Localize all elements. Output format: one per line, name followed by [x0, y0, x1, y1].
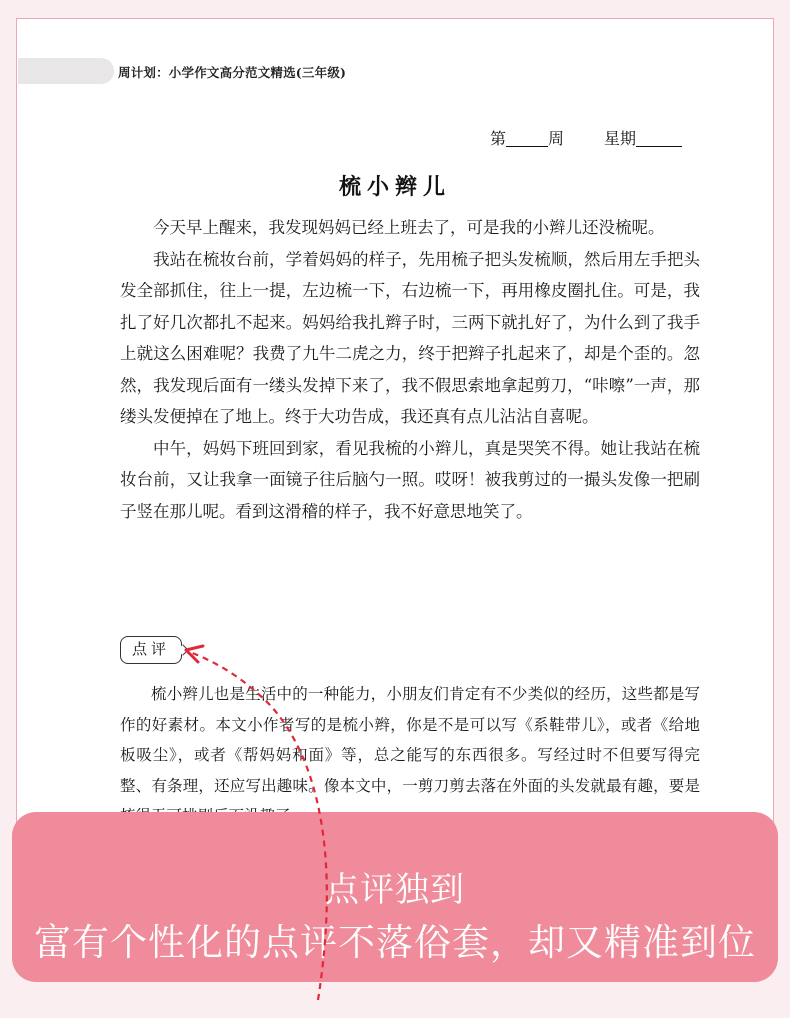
- week-weekday-line: [490, 126, 682, 149]
- comment-paragraph: 梳小辫儿也是生活中的一种能力，小朋友们肯定有不少类似的经历，这些都是写作的好素材。本文小作者写的是梳小辫，你是不是可以写《系鞋带儿》，或者《给地板吸尘》，或者《帮妈妈和面》等，总之能写的东西很多。写经过时不但要写得完整、有条理，还应写出趣味。像本文中，一剪刀剪去落在外面的头发就最有趣，要是: [120, 686, 700, 795]
- comment-tag: 点评: [120, 636, 182, 664]
- week-suffix: 周: [548, 129, 565, 148]
- running-head: 周计划：小学作文高分范文精选(三年级): [118, 65, 347, 80]
- week-blank: [506, 130, 548, 147]
- essay-paragraph: 中午，妈妈下班回到家，看见我梳的小辫儿，真是哭笑不得。她让我站在梳妆台前，又让我拿一面镜子往后脑勺一照。哎呀！被我剪过的一撮头发像一把刷子竖在那儿呢。看到这滑稽的样子，我不好意思地笑了。: [120, 438, 700, 521]
- week-prefix: 第: [490, 129, 507, 148]
- promo-subtitle: 富有个性化的点评不落俗套，却又精准到位: [34, 921, 756, 964]
- header-tab-decoration: [18, 58, 114, 84]
- essay-title: 梳小辫儿: [338, 174, 451, 200]
- weekday-blank: [636, 130, 682, 147]
- comment-body: [120, 680, 700, 833]
- promo-title: 点评独到: [325, 870, 465, 910]
- essay-paragraph: 今天早上醒来，我发现妈妈已经上班去了，可是我的小辫儿还没梳呢。: [153, 218, 665, 237]
- weekday-label: 星期: [604, 129, 637, 148]
- essay-body: [120, 212, 700, 527]
- essay-paragraph: 我站在梳妆台前，学着妈妈的样子，先用梳子把头发梳顺，然后用左手把头发全部抓住，往上一提，左边梳一下，右边梳一下，再用橡皮圈扎住。可是，我扎了好几次都扎不起来。妈妈给我扎辫子时，三两下就扎好了，为什么到了我手上就这么困难呢？我费了九牛二虎之力，终于把辫子扎起来了，却是个歪的。忽然，我发现后面有一缕头发掉下来了，我不假思索地拿起剪刀，“咔嚓”一声，那缕头发便掉在了地上。终于大功告成，我还真有点儿沾沾自喜呢。: [120, 249, 700, 426]
